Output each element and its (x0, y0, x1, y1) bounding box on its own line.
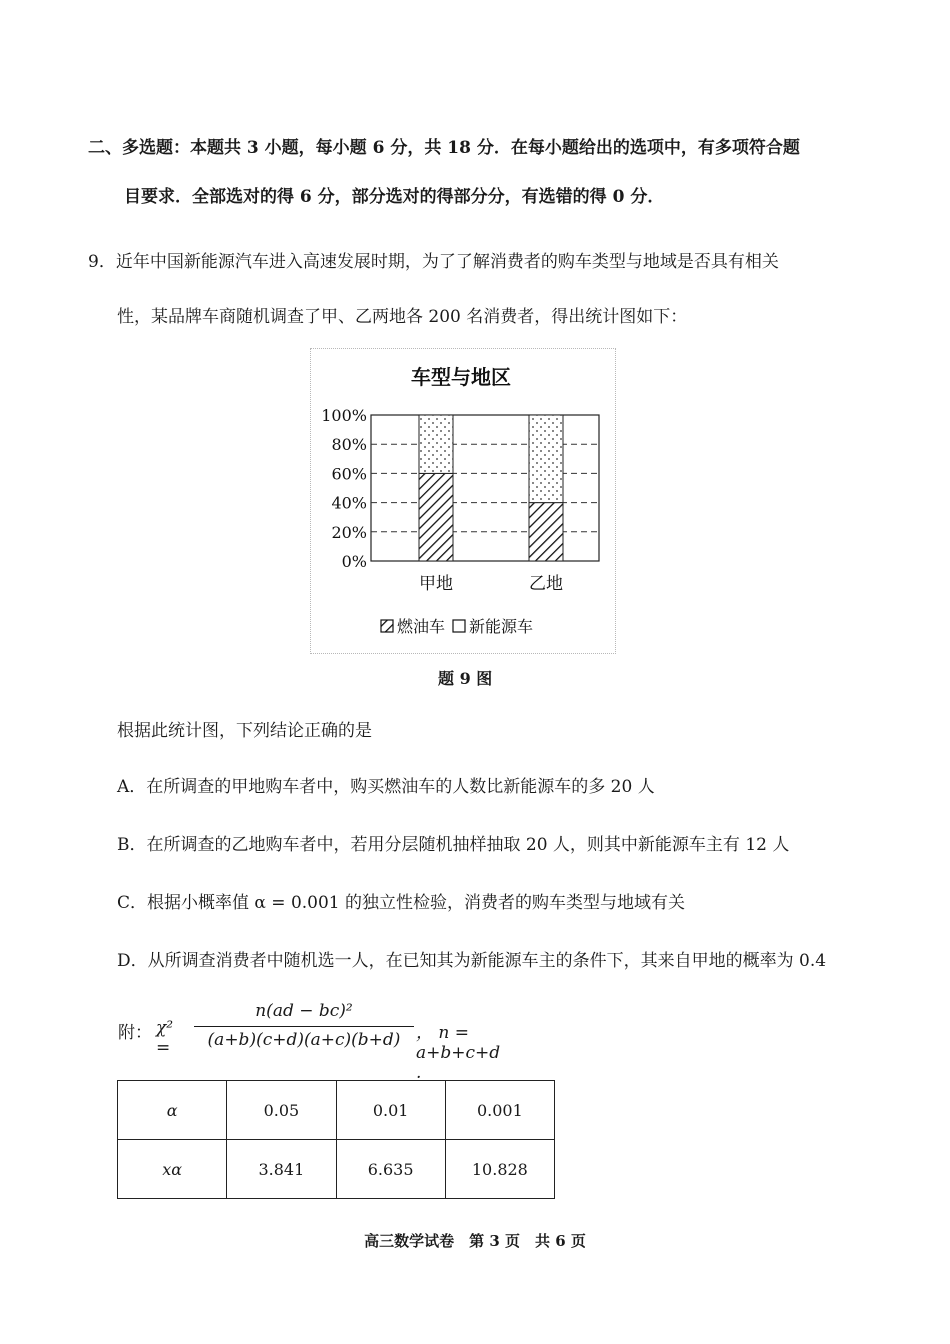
bar-segment (419, 415, 453, 473)
table-cell: 10.828 (445, 1140, 554, 1199)
question-prompt: 根据此统计图，下列结论正确的是 (117, 721, 372, 741)
stacked-bar-chart (311, 349, 615, 653)
legend-label: 新能源车 (469, 617, 534, 636)
chart-frame (310, 348, 616, 654)
table-cell: 3.841 (227, 1140, 336, 1199)
y-tick-label: 100% (321, 406, 367, 425)
x-tick-label: 甲地 (419, 574, 453, 594)
table-cell: xα (118, 1140, 227, 1199)
table-cell: α (118, 1081, 227, 1140)
chart-title: 车型与地区 (411, 365, 511, 389)
legend-label: 燃油车 (397, 617, 446, 636)
plot-area-border (371, 415, 599, 561)
section-heading-line1: 二、多选题：本题共 3 小题，每小题 6 分，共 18 分．在每小题给出的选项中，有多项符合题 (88, 138, 800, 158)
option-b: B．在所调查的乙地购车者中，若用分层随机抽样抽取 20 人，则其中新能源车主有 12 人 (117, 835, 790, 855)
bar-segment (419, 473, 453, 561)
bar-segment (529, 415, 563, 503)
legend-swatch (381, 620, 393, 632)
table-row (118, 1081, 555, 1140)
table-cell: 0.01 (336, 1081, 445, 1140)
question-stem-line1: 9．近年中国新能源汽车进入高速发展时期，为了了解消费者的购车类型与地域是否具有相关 (88, 252, 779, 272)
legend-swatch (453, 620, 465, 632)
option-a: A．在所调查的甲地购车者中，购买燃油车的人数比新能源车的多 20 人 (117, 777, 655, 797)
table-cell: 6.635 (336, 1140, 445, 1199)
formula-numerator: n(ad − bc)² (255, 1001, 353, 1021)
y-tick-label: 20% (331, 522, 367, 542)
question-stem-line2: 性，某品牌车商随机调查了甲、乙两地各 200 名消费者，得出统计图如下： (117, 307, 688, 327)
y-tick-label: 0% (341, 552, 367, 571)
y-tick-label: 60% (331, 464, 367, 484)
option-d: D．从所调查消费者中随机选一人，在已知其为新能源车主的条件下，其来自甲地的概率为 0.4 (117, 951, 827, 971)
y-tick-label: 80% (331, 435, 367, 455)
table-cell: 0.001 (445, 1081, 554, 1140)
y-tick-label: 40% (331, 493, 367, 513)
formula-prefix: 附： (118, 1023, 152, 1043)
bar-segment (529, 503, 563, 561)
formula-denominator: (a+b)(c+d)(a+c)(b+d) (207, 1030, 401, 1050)
formula-suffix: ， n = a+b+c+d . (416, 1023, 501, 1083)
section-heading-line2: 目要求．全部选对的得 6 分，部分选对的得部分分，有选错的得 0 分． (124, 187, 665, 207)
critical-value-table (117, 1080, 555, 1199)
x-tick-label: 乙地 (529, 574, 563, 594)
fraction-bar (194, 1026, 414, 1027)
option-c: C．根据小概率值 α = 0.001 的独立性检验，消费者的购车类型与地域有关 (117, 893, 686, 913)
table-row (118, 1140, 555, 1199)
page-footer: 高三数学试卷 第 3 页 共 6 页 (364, 1232, 586, 1250)
figure-caption: 题 9 图 (438, 669, 493, 688)
table-cell: 0.05 (227, 1081, 336, 1140)
formula-lhs: χ² = (156, 1018, 174, 1058)
